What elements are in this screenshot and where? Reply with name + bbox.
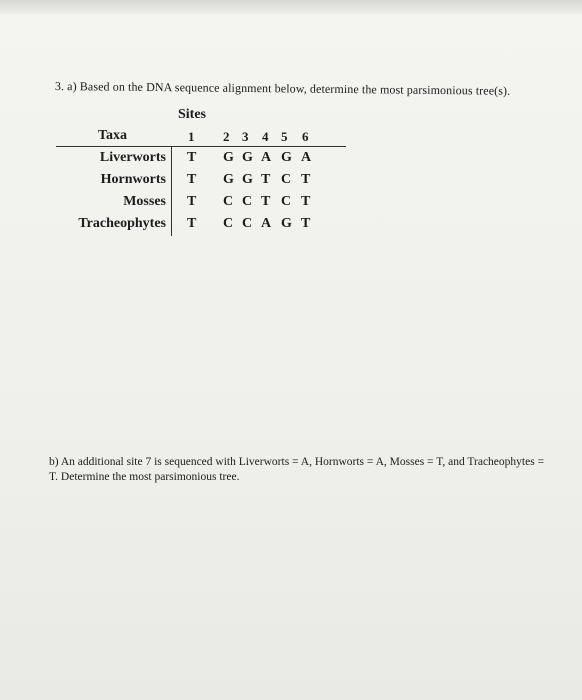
table-row — [56, 172, 356, 194]
base-cell: T — [301, 194, 311, 209]
taxa-column-header: Taxa — [98, 128, 128, 143]
base-cell: G — [242, 150, 253, 165]
table-header-row — [56, 126, 346, 147]
base-cell: T — [187, 194, 197, 209]
base-cell: G — [281, 150, 292, 165]
base-cell: C — [242, 194, 253, 209]
base-cell: G — [281, 216, 292, 231]
taxon-name: Liverworts — [99, 150, 166, 165]
question-b-text: b) An additional site 7 is sequenced with Liverworts = A, Hornworts = A, Mosses = T, and Tracheophytes = T. Determine the most parsimonious tree. — [49, 456, 545, 483]
table-row — [56, 150, 356, 172]
base-cell: T — [187, 172, 197, 187]
sites-heading: Sites — [178, 107, 206, 122]
base-cell: T — [261, 194, 271, 209]
taxon-name: Hornworts — [100, 172, 166, 187]
table-row — [56, 216, 356, 238]
base-cell: T — [301, 172, 311, 187]
base-cell: T — [261, 172, 271, 187]
base-cell: A — [301, 150, 312, 165]
taxon-name: Mosses — [123, 194, 166, 209]
site-number-3: 3 — [242, 129, 249, 144]
base-cell: G — [242, 172, 253, 187]
taxon-name: Tracheophytes — [78, 216, 166, 231]
base-cell: A — [261, 150, 272, 165]
table-row — [56, 194, 356, 216]
base-cell: C — [242, 216, 253, 231]
base-cell: C — [223, 216, 234, 231]
question-a-text: 3. a) Based on the DNA sequence alignment below, determine the most parsimonious tree(s). — [54, 78, 511, 98]
site-number-6: 6 — [302, 129, 309, 144]
base-cell: G — [223, 150, 234, 165]
base-cell: C — [223, 194, 234, 209]
site-number-2: 2 — [223, 129, 230, 144]
base-cell: A — [261, 216, 272, 231]
site-number-5: 5 — [281, 129, 288, 144]
base-cell: T — [187, 150, 197, 165]
page-top-shadow — [0, 0, 582, 14]
base-cell: C — [281, 172, 292, 187]
base-cell: T — [187, 216, 197, 231]
base-cell: T — [301, 216, 311, 231]
base-cell: G — [223, 172, 234, 187]
base-cell: C — [281, 194, 292, 209]
site-number-1: 1 — [188, 129, 195, 144]
site-number-4: 4 — [262, 129, 269, 144]
